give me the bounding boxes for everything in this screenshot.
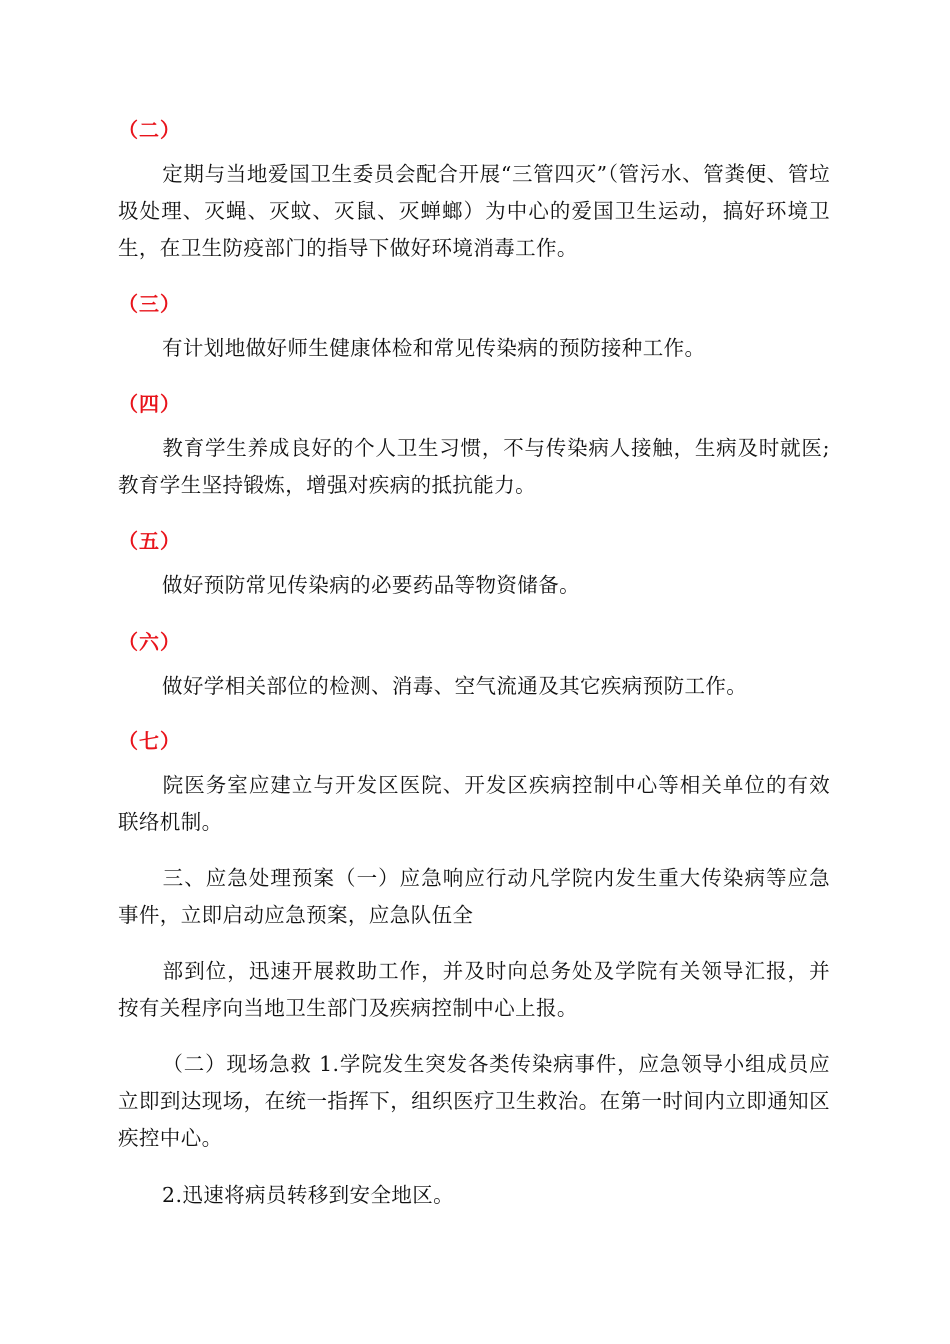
section-heading-2: （二） <box>118 118 181 142</box>
section-text-7-content: 院医务室应建立与开发区医院、开发区疾病控制中心等相关单位的有效联络机制。 <box>118 773 830 834</box>
section-text-5 <box>118 567 830 604</box>
body-paragraph-4-content: 2.迅速将病员转移到安全地区。 <box>162 1183 455 1207</box>
body-paragraph-3-content: （二）现场急救 1.学院发生突发各类传染病事件，应急领导小组成员应立即到达现场，在统一指挥下，组织医疗卫生救治。在第一时间内立即通知区疾控中心。 <box>118 1052 830 1150</box>
body-paragraph-1-content: 三、应急处理预案（一）应急响应行动凡学院内发生重大传染病等应急事件，立即启动应急预案，应急队伍全 <box>118 866 830 927</box>
section-text-5-content: 做好预防常见传染病的必要药品等物资储备。 <box>162 573 580 597</box>
body-paragraph-3 <box>118 1046 830 1157</box>
body-paragraph-2 <box>118 953 830 1027</box>
section-heading-4: （四） <box>118 392 181 416</box>
section-text-3-content: 有计划地做好师生健康体检和常见传染病的预防接种工作。 <box>162 336 706 360</box>
section-heading-3: （三） <box>118 292 181 316</box>
body-paragraph-1 <box>118 860 830 934</box>
section-text-2-content: 定期与当地爱国卫生委员会配合开展“三管四灭”（管污水、管粪便、管垃圾处理、灭蝇、灭蚊、灭鼠、灭蝉螂）为中心的爱国卫生运动，搞好环境卫生，在卫生防疫部门的指导下做好环境消毒工作。 <box>118 162 830 260</box>
section-text-6-content: 做好学相关部位的检测、消毒、空气流通及其它疾病预防工作。 <box>162 674 748 698</box>
section-heading-7: （七） <box>118 729 181 753</box>
section-text-2 <box>118 156 830 267</box>
body-paragraph-4 <box>118 1177 830 1214</box>
section-text-4 <box>118 430 830 504</box>
section-heading-6: （六） <box>118 630 181 654</box>
section-text-7 <box>118 767 830 841</box>
section-text-4-content: 教育学生养成良好的个人卫生习惯，不与传染病人接触，生病及时就医;教育学生坚持锻炼，增强对疾病的抵抗能力。 <box>118 436 830 497</box>
body-paragraph-2-content: 部到位，迅速开展救助工作，并及时向总务处及学院有关领导汇报，并按有关程序向当地卫生部门及疾病控制中心上报。 <box>118 959 830 1020</box>
section-heading-5: （五） <box>118 529 181 553</box>
section-text-3 <box>118 330 830 367</box>
section-text-6 <box>118 668 830 705</box>
